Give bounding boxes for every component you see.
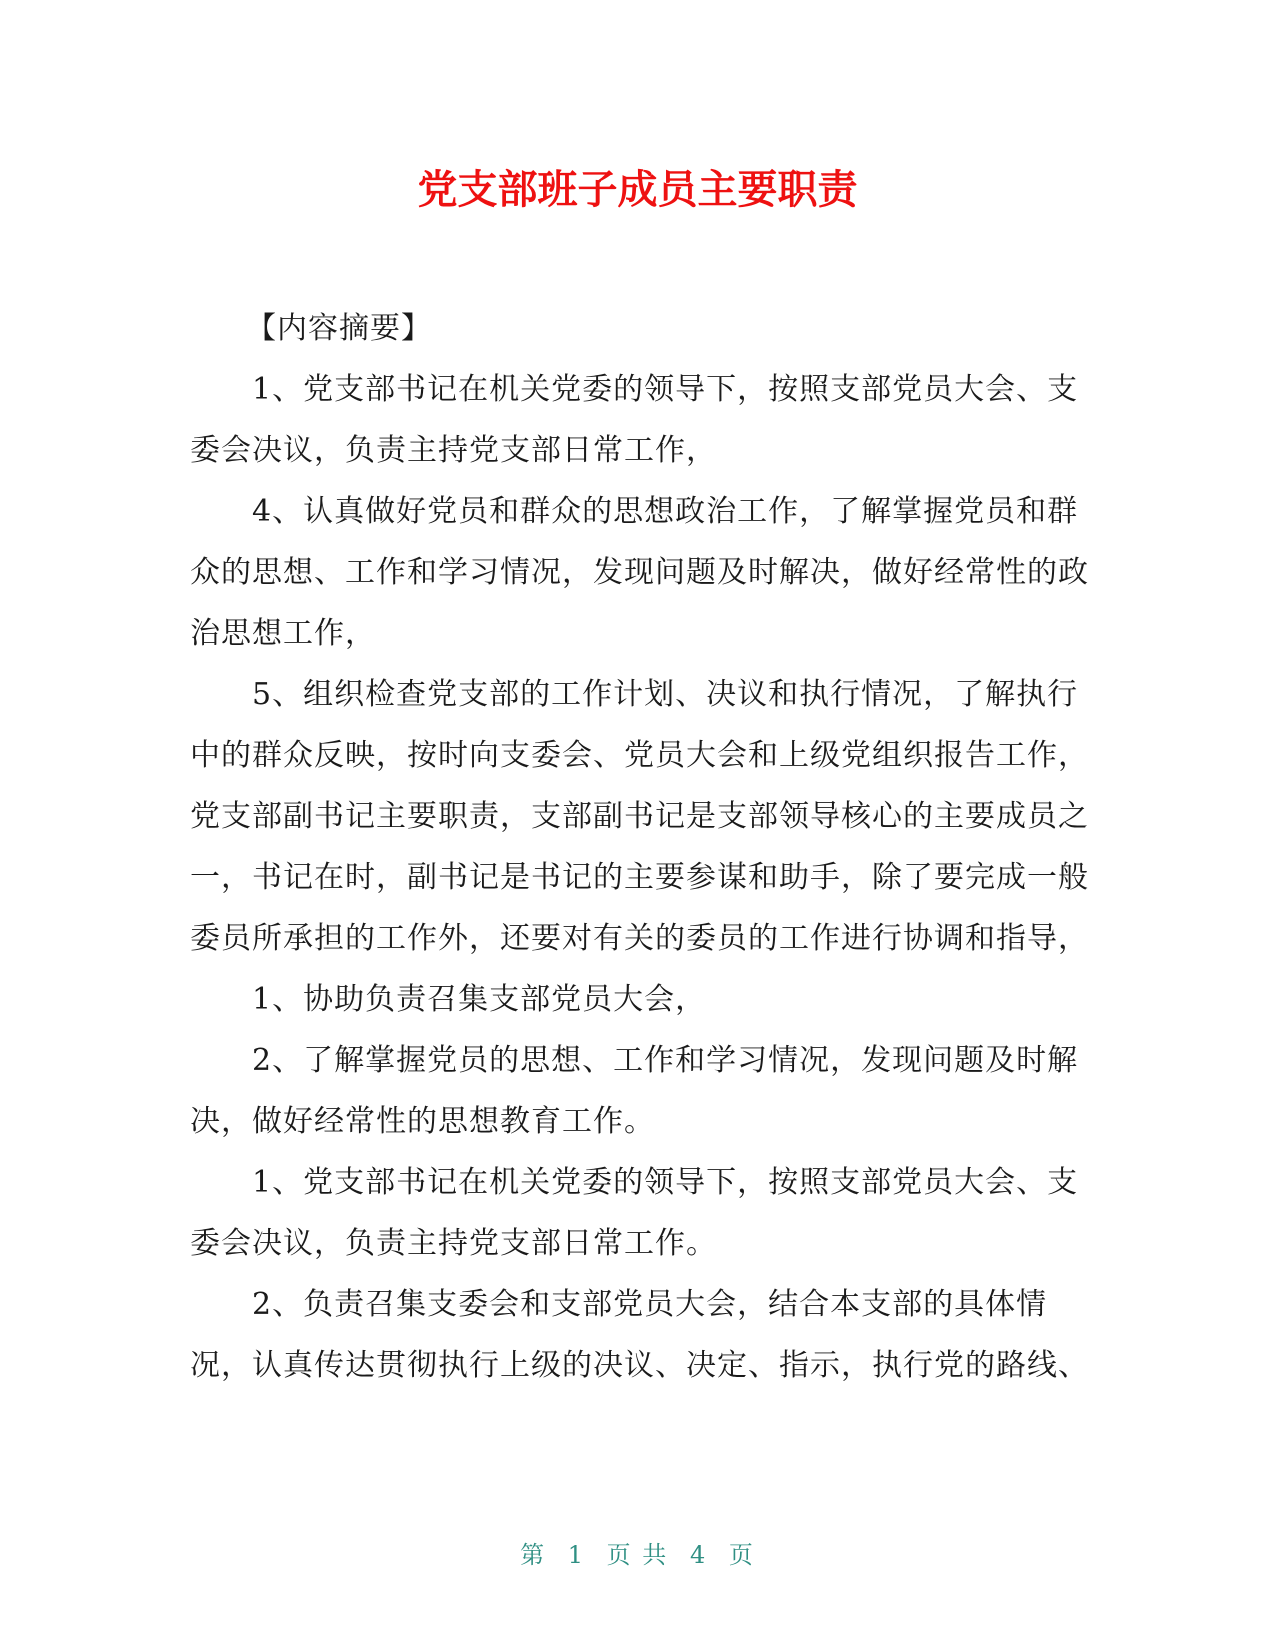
paragraph-4: 1、协助负责召集支部党员大会，: [252, 982, 707, 1017]
paragraph-6: 1、党支部书记在机关党委的领导下，按照支部党员大会、支委会决议，负责主持党支部日常工作。: [190, 1165, 1079, 1261]
summary-label: 【内容摘要】: [246, 311, 432, 346]
page-footer: [0, 1538, 1275, 1572]
document-title: 党支部班子成员主要职责: [417, 167, 858, 213]
footer-middle: 页 共: [606, 1541, 669, 1569]
paragraph-2: 4、认真做好党员和群众的思想政治工作，了解掌握党员和群众的思想、工作和学习情况，发现问题及时解决，做好经常性的政治思想工作，: [190, 494, 1089, 651]
footer-page-number: 1: [567, 1541, 586, 1569]
footer-suffix: 页: [728, 1541, 755, 1569]
paragraph-3: 5、组织检查党支部的工作计划、决议和执行情况，了解执行中的群众反映，按时向支委会、党员大会和上级党组织报告工作，党支部副书记主要职责，支部副书记是支部领导核心的主要成员之一，书记在时，副书记是书记的主要参谋和助手，除了要完成一般委员所承担的工作外，还要对有关的委员的工作进行协调和指导，: [190, 677, 1089, 956]
paragraph-5: 2、了解掌握党员的思想、工作和学习情况，发现问题及时解决，做好经常性的思想教育工作。: [190, 1043, 1079, 1139]
paragraph-1: 1、党支部书记在机关党委的领导下，按照支部党员大会、支委会决议，负责主持党支部日常工作，: [190, 372, 1079, 468]
footer-prefix: 第: [520, 1541, 547, 1569]
footer-total-pages: 4: [689, 1541, 708, 1569]
paragraph-7: 2、负责召集支委会和支部党员大会，结合本支部的具体情况，认真传达贯彻执行上级的决议、决定、指示，执行党的路线、: [190, 1287, 1089, 1383]
document-body: [190, 298, 1090, 1396]
